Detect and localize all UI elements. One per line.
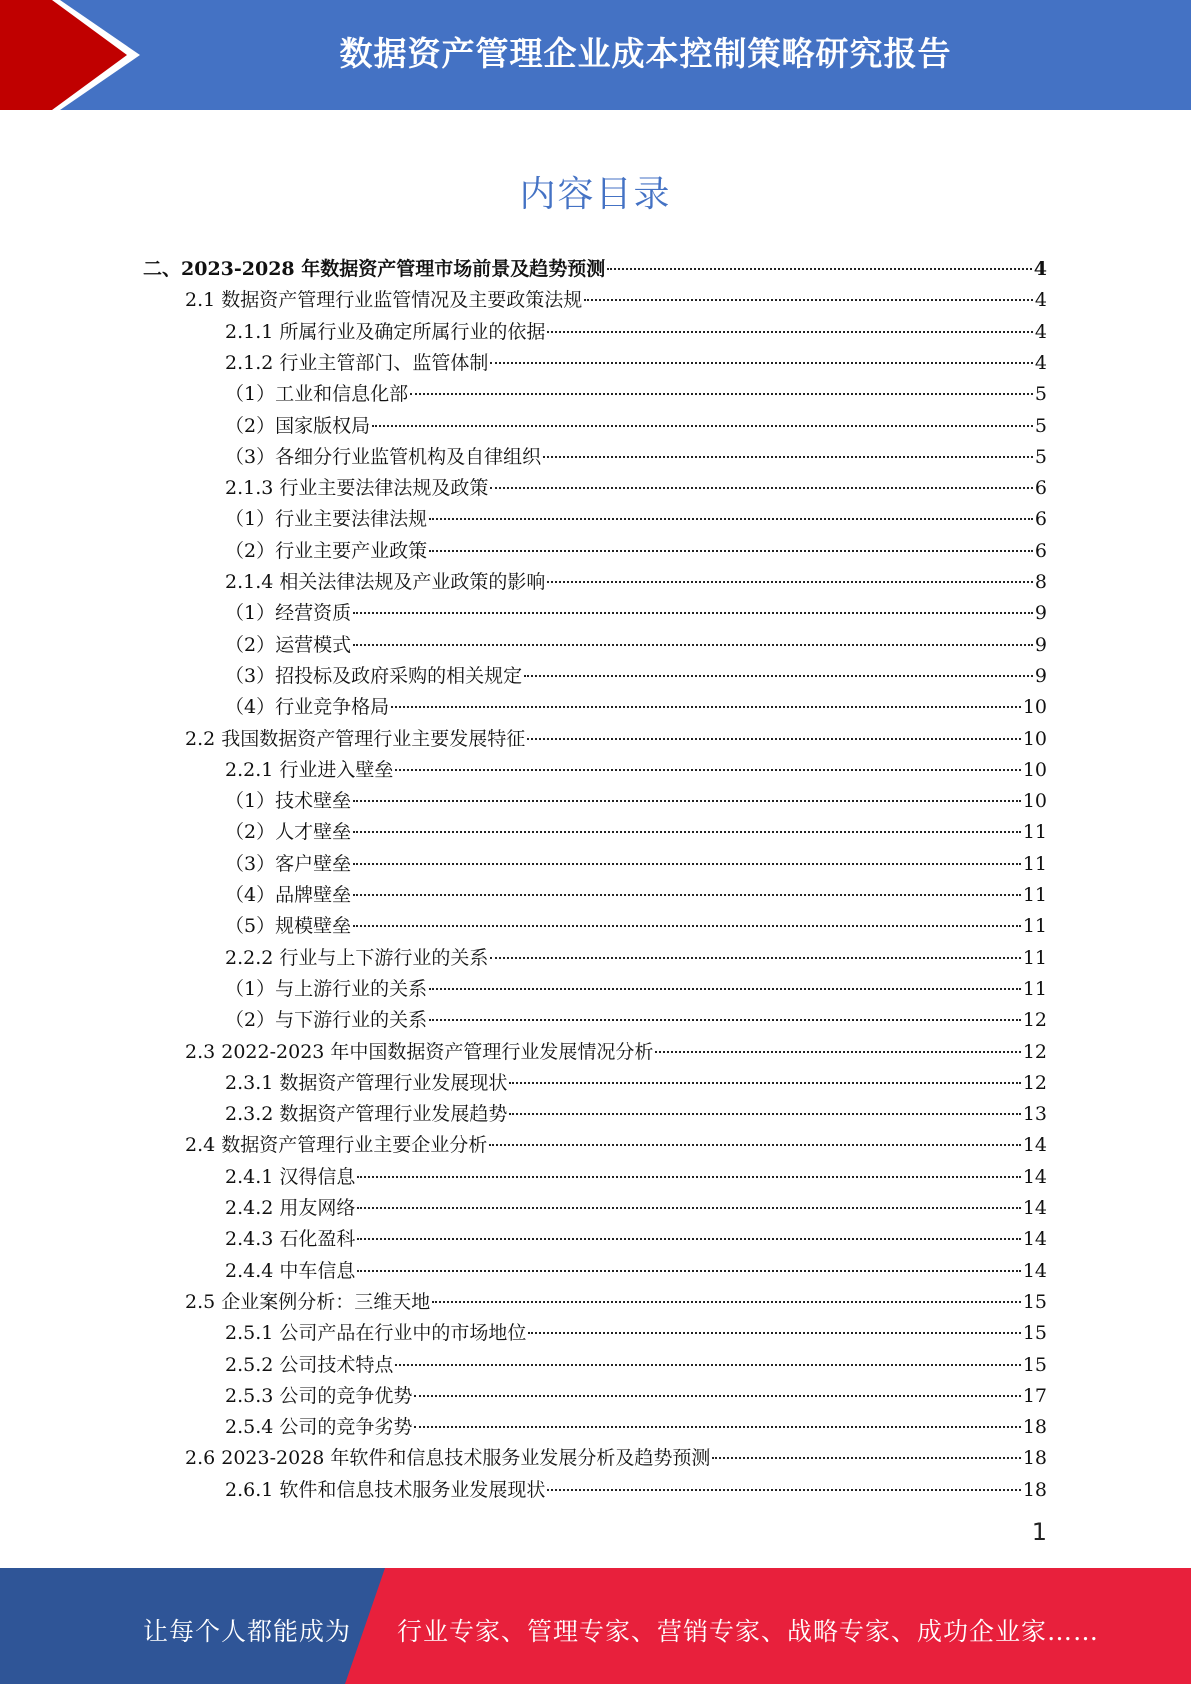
toc-entry-page: 14: [1022, 1228, 1047, 1251]
toc-entry[interactable]: [0, 757, 1191, 788]
toc-entry-label: 2.1 数据资产管理行业监管情况及主要政策法规: [185, 289, 583, 312]
toc-entry-label: 2.2.2 行业与上下游行业的关系: [225, 946, 489, 969]
toc-dot-leader: [353, 925, 1021, 927]
toc-entry[interactable]: [0, 319, 1191, 350]
toc-entry[interactable]: [0, 663, 1191, 694]
toc-entry-label: （4）品牌壁垒: [225, 884, 352, 906]
toc-entry-page: 15: [1022, 1322, 1047, 1345]
toc-dot-leader: [357, 1270, 1020, 1272]
toc-entry-page: 11: [1022, 852, 1047, 875]
toc-entry-label: 2.5.1 公司产品在行业中的市场地位: [225, 1322, 527, 1345]
toc-entry-page: 5: [1034, 414, 1047, 437]
toc-entry-label: 2.5 企业案例分析：三维天地: [185, 1290, 431, 1313]
toc-entry-label: （3）各细分行业监管机构及自律组织: [225, 445, 542, 468]
toc-dot-leader: [353, 644, 1033, 646]
toc-entry-label: 2.2 我国数据资产管理行业主要发展特征: [185, 727, 526, 750]
toc-dot-leader: [395, 1364, 1020, 1366]
toc-heading: 内容目录: [519, 174, 672, 215]
toc-entry[interactable]: [0, 444, 1191, 475]
toc-entry-page: 11: [1022, 946, 1047, 969]
toc-entry-label: （2）运营模式: [225, 633, 352, 656]
toc-entry-label: 2.5.2 公司技术特点: [225, 1353, 394, 1376]
toc-dot-leader: [655, 1051, 1020, 1053]
toc-entry-page: 12: [1022, 1071, 1047, 1094]
toc-dot-leader: [414, 1426, 1020, 1428]
toc-dot-leader: [357, 1176, 1020, 1178]
toc-entry-label: （1）经营资质: [225, 602, 352, 625]
toc-entry-label: （1）技术壁垒: [225, 790, 352, 813]
toc-entry-page: 18: [1022, 1447, 1047, 1470]
toc-entry[interactable]: [0, 694, 1191, 725]
toc-entry-page: 9: [1034, 633, 1047, 656]
toc-entry[interactable]: [0, 1101, 1191, 1132]
toc-entry-label: （2）人才壁垒: [225, 821, 352, 844]
toc-entry-label: 2.1.2 行业主管部门、监管体制: [225, 351, 489, 374]
toc-dot-leader: [712, 1457, 1020, 1459]
toc-entry-label: 2.4.4 中车信息: [225, 1259, 356, 1282]
toc-entry-label: 2.4.2 用友网络: [225, 1197, 356, 1219]
footer-slogan-right: 行业专家、管理专家、营销专家、战略专家、成功企业家……: [397, 1617, 1100, 1646]
toc-dot-leader: [429, 550, 1033, 552]
toc-entry-page: 12: [1022, 1040, 1047, 1063]
toc-entry-page: 12: [1022, 1009, 1047, 1032]
toc-entry[interactable]: [0, 632, 1191, 663]
toc-entry-label: 2.6 2023-2028 年软件和信息技术服务业发展分析及趋势预测: [185, 1447, 711, 1470]
toc-entry-page: 18: [1022, 1416, 1047, 1439]
toc-entry[interactable]: [0, 381, 1191, 412]
toc-entry-label: 2.3.2 数据资产管理行业发展趋势: [225, 1103, 508, 1126]
toc-entry-page: 6: [1034, 539, 1047, 562]
toc-entry-page: 4: [1034, 289, 1047, 312]
toc-entry[interactable]: [0, 1039, 1191, 1070]
toc-entry-page: 14: [1022, 1165, 1047, 1188]
toc-dot-leader: [543, 456, 1033, 458]
toc-entry-label: 2.1.4 相关法律法规及产业政策的影响: [225, 571, 546, 593]
toc-dot-leader: [357, 1238, 1020, 1240]
toc-dot-leader: [357, 1207, 1020, 1209]
toc-dot-leader: [353, 894, 1021, 896]
toc-entry[interactable]: [0, 819, 1191, 850]
toc-dot-leader: [414, 1395, 1020, 1397]
toc-dot-leader: [353, 863, 1021, 865]
toc-entry-page: 9: [1034, 602, 1047, 625]
toc-entry-page: 8: [1034, 571, 1047, 593]
toc-entry-label: 2.4.1 汉得信息: [225, 1165, 356, 1188]
toc-entry-page: 10: [1022, 727, 1047, 750]
toc-entry-label: 二、2023-2028 年数据资产管理市场前景及趋势预测: [143, 258, 606, 280]
toc-entry-label: 2.4.3 石化盈科: [225, 1228, 356, 1251]
toc-entry-page: 11: [1022, 915, 1047, 938]
toc-entry[interactable]: [0, 1226, 1191, 1257]
toc-entry-page: 11: [1022, 821, 1047, 844]
toc-entry-page: 17: [1022, 1384, 1047, 1407]
toc-entry[interactable]: [0, 1132, 1191, 1163]
toc-entry-page: 10: [1022, 758, 1047, 781]
toc-entry[interactable]: [0, 1164, 1191, 1195]
toc-entry[interactable]: [0, 1445, 1191, 1476]
toc-entry-label: 2.1.1 所属行业及确定所属行业的依据: [225, 320, 546, 343]
toc-entry-label: （2）国家版权局: [225, 414, 371, 437]
toc-entry-page: 5: [1034, 383, 1047, 406]
toc-entry[interactable]: [0, 1258, 1191, 1289]
toc-entry-page: 10: [1022, 696, 1047, 719]
toc-dot-leader: [547, 331, 1033, 333]
toc-entry[interactable]: [0, 1383, 1191, 1414]
toc-entry-page: 6: [1034, 508, 1047, 531]
toc-dot-leader: [527, 738, 1021, 740]
toc-entry[interactable]: [0, 882, 1191, 913]
report-title: 数据资产管理企业成本控制策略研究报告: [339, 34, 952, 73]
toc-dot-leader: [489, 1144, 1021, 1146]
page-number: 1: [1031, 1518, 1047, 1546]
toc-dot-leader: [490, 487, 1033, 489]
toc-entry[interactable]: [0, 350, 1191, 381]
toc-entry-page: 18: [1022, 1478, 1047, 1501]
toc-entry-label: （3）招投标及政府采购的相关规定: [225, 664, 523, 687]
toc-entry-label: （1）行业主要法律法规: [225, 508, 428, 531]
toc-entry[interactable]: [0, 913, 1191, 944]
toc-entry[interactable]: [0, 1414, 1191, 1445]
toc-dot-leader: [429, 518, 1033, 520]
toc-entry-label: 2.5.3 公司的竞争优势: [225, 1384, 413, 1407]
toc-dot-leader: [547, 581, 1033, 583]
toc-entry-label: （1）与上游行业的关系: [225, 977, 428, 1000]
toc-dot-leader: [429, 988, 1021, 990]
toc-dot-leader: [353, 831, 1021, 833]
toc-entry[interactable]: [0, 600, 1191, 631]
toc-dot-leader: [528, 1332, 1020, 1334]
toc-entry-page: 5: [1034, 445, 1047, 468]
toc-entry-page: 13: [1022, 1103, 1047, 1126]
toc-entry[interactable]: [0, 1195, 1191, 1226]
toc-dot-leader: [353, 800, 1021, 802]
toc-entry[interactable]: [0, 726, 1191, 757]
toc-entry-label: 2.2.1 行业进入壁垒: [225, 758, 394, 781]
toc-entry-label: 2.3.1 数据资产管理行业发展现状: [225, 1071, 508, 1094]
toc-dot-leader: [395, 769, 1020, 771]
toc-dot-leader: [524, 675, 1033, 677]
toc-entry[interactable]: [0, 1320, 1191, 1351]
toc-entry[interactable]: [0, 538, 1191, 569]
toc-entry-page: 9: [1034, 664, 1047, 687]
toc-entry-label: 2.6.1 软件和信息技术服务业发展现状: [225, 1478, 546, 1501]
toc-entry-page: 15: [1022, 1353, 1047, 1376]
toc-dot-leader: [372, 425, 1033, 427]
toc-entry-page: 15: [1022, 1290, 1047, 1313]
toc-entry-page: 6: [1034, 477, 1047, 500]
toc-entry-label: （4）行业竞争格局: [225, 696, 390, 719]
toc-entry-label: 2.3 2022-2023 年中国数据资产管理行业发展情况分析: [185, 1040, 654, 1063]
toc-dot-leader: [490, 957, 1020, 959]
toc-entry-page: 4: [1034, 351, 1047, 374]
toc-entry-label: （5）规模壁垒: [225, 915, 352, 938]
toc-entry-label: 2.4 数据资产管理行业主要企业分析: [185, 1134, 488, 1157]
toc-dot-leader: [391, 706, 1021, 708]
toc-entry[interactable]: [0, 475, 1191, 506]
toc-entry[interactable]: [0, 945, 1191, 976]
toc-entry[interactable]: [0, 506, 1191, 537]
toc-entry-page: 11: [1022, 884, 1047, 906]
toc-dot-leader: [432, 1301, 1021, 1303]
header-banner: [0, 0, 1191, 110]
toc-entry-label: （1）工业和信息化部: [225, 383, 409, 406]
toc-dot-leader: [429, 1019, 1021, 1021]
toc-entry[interactable]: [0, 976, 1191, 1007]
toc-entry[interactable]: [0, 851, 1191, 882]
toc-dot-leader: [353, 612, 1033, 614]
toc-entry[interactable]: [0, 256, 1191, 287]
footer-slogan-left: 让每个人都能成为: [143, 1617, 352, 1646]
toc-entry-page: 14: [1022, 1134, 1047, 1157]
toc-entry-page: 14: [1022, 1259, 1047, 1282]
toc-dot-leader: [509, 1113, 1020, 1115]
toc-entry-label: （3）客户壁垒: [225, 852, 352, 875]
toc-entry[interactable]: [0, 788, 1191, 819]
toc-dot-leader: [547, 1489, 1020, 1491]
footer-banner: [0, 1568, 1191, 1684]
toc-dot-leader: [584, 299, 1033, 301]
toc-entry-page: 11: [1022, 977, 1047, 1000]
toc-entry[interactable]: [0, 1070, 1191, 1101]
toc-entry-label: 2.5.4 公司的竞争劣势: [225, 1416, 413, 1439]
toc-dot-leader: [509, 1082, 1020, 1084]
toc-entry-page: 4: [1033, 258, 1047, 280]
toc-entry-page: 14: [1022, 1197, 1047, 1219]
toc-entry[interactable]: [0, 1289, 1191, 1320]
toc-entry[interactable]: [0, 1477, 1191, 1508]
toc-entry[interactable]: [0, 287, 1191, 318]
toc-entry[interactable]: [0, 569, 1191, 600]
toc-entry[interactable]: [0, 413, 1191, 444]
toc-dot-leader: [607, 268, 1032, 270]
toc-entry-page: 4: [1034, 320, 1047, 343]
toc-dot-leader: [490, 362, 1033, 364]
toc-entry-label: 2.1.3 行业主要法律法规及政策: [225, 477, 489, 500]
toc-entry-page: 10: [1022, 790, 1047, 813]
toc-entry[interactable]: [0, 1007, 1191, 1038]
toc-dot-leader: [410, 393, 1033, 395]
toc-entry[interactable]: [0, 1352, 1191, 1383]
toc-entry-label: （2）行业主要产业政策: [225, 539, 428, 562]
toc-entry-label: （2）与下游行业的关系: [225, 1009, 428, 1032]
